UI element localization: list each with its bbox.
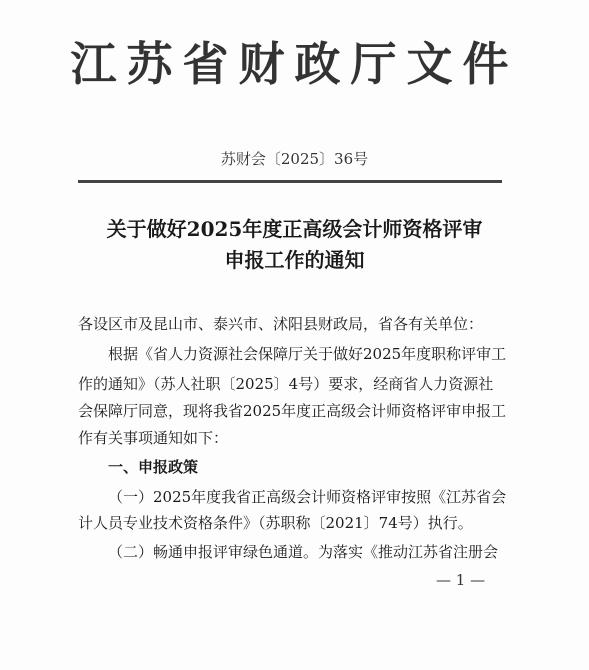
paragraph-3-line-1: （二）畅通申报评审绿色通道。为落实《推动江苏省注册会: [108, 543, 499, 561]
section-heading-policy: 一、申报政策: [108, 458, 199, 476]
paragraph-1-line-1: 根据《省人力资源社会保障厅关于做好2025年度职称评审工: [108, 345, 507, 363]
paragraph-1-line-2: 作的通知》（苏人社职〔2025〕4号）要求，经商省人力资源社: [78, 375, 494, 393]
document-number: 苏财会〔2025〕36号: [220, 150, 369, 168]
page-number: — 1 —: [436, 571, 486, 589]
paragraph-1-line-4: 作有关事项通知如下：: [78, 429, 229, 447]
header-divider: [78, 180, 502, 183]
paragraph-1-line-3: 会保障厅同意，现将我省2025年度正高级会计师资格评审申报工: [78, 402, 507, 420]
issuing-authority-header: 江苏省财政厅文件: [70, 37, 519, 91]
notice-title-line-1: 关于做好2025年度正高级会计师资格评审: [106, 217, 483, 241]
notice-title-line-2: 申报工作的通知: [224, 248, 365, 272]
salutation: 各设区市及昆山市、泰兴市、沭阳县财政局，省各有关单位：: [78, 315, 484, 333]
paragraph-2-line-1: （一）2025年度我省正高级会计师资格评审按照《江苏省会: [108, 488, 507, 506]
paragraph-2-line-2: 计人员专业技术资格条件》（苏职称〔2021〕74号）执行。: [78, 514, 473, 532]
